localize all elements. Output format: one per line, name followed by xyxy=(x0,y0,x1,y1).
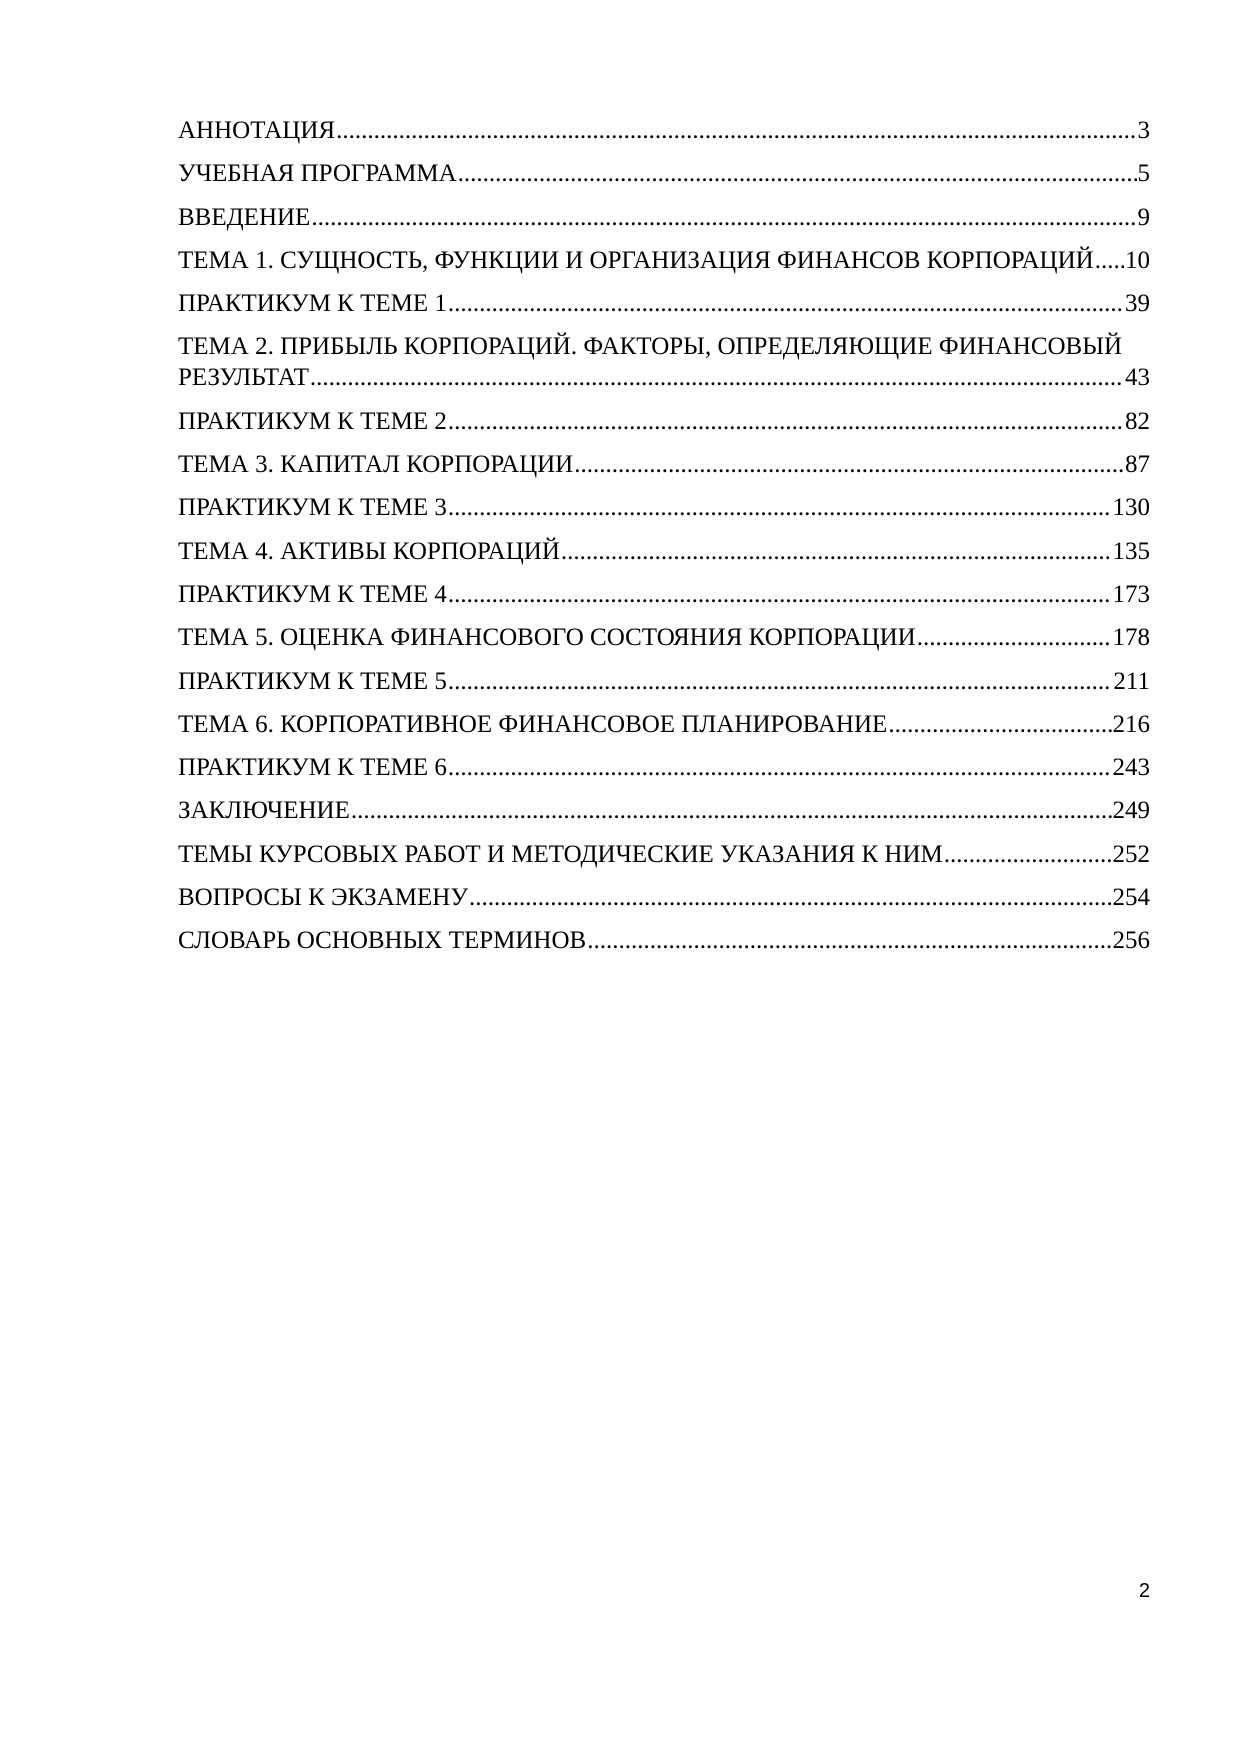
toc-entry-title: ПРАКТИКУМ К ТЕМЕ 6 xyxy=(178,754,447,782)
toc-entry-page: 256 xyxy=(1112,927,1150,955)
toc-dot-leader xyxy=(944,840,1112,869)
toc-entry-title-line1: ТЕМА 2. ПРИБЫЛЬ КОРПОРАЦИЙ. ФАКТОРЫ, ОПРЕДЕЛЯЮЩИЕ ФИНАНСОВЫЙ xyxy=(178,333,1123,361)
toc-entry-title: ВВЕДЕНИЕ xyxy=(178,203,311,231)
toc-entry-title: ТЕМА 5. ОЦЕНКА ФИНАНСОВОГО СОСТОЯНИЯ КОРПОРАЦИИ xyxy=(178,624,916,652)
toc-dot-leader xyxy=(311,203,1136,232)
toc-entry-coursework-topics[interactable] xyxy=(178,840,1150,869)
toc-entry-page: 135 xyxy=(1112,537,1150,565)
toc-entry-practicum-4[interactable] xyxy=(178,580,1150,609)
toc-dot-leader xyxy=(310,363,1124,392)
toc-entry-page: 5 xyxy=(1137,160,1150,188)
toc-dot-leader xyxy=(448,289,1124,318)
toc-entry-practicum-6[interactable] xyxy=(178,753,1150,782)
toc-dot-leader xyxy=(351,796,1112,825)
toc-dot-leader xyxy=(469,883,1111,912)
toc-entry-introduction[interactable] xyxy=(178,203,1150,232)
toc-entry-conclusion[interactable] xyxy=(178,796,1150,825)
toc-entry-page: 87 xyxy=(1125,451,1150,479)
toc-dot-leader xyxy=(448,753,1112,782)
toc-dot-leader xyxy=(587,926,1111,955)
toc-entry-title: УЧЕБНАЯ ПРОГРАММА xyxy=(178,160,457,188)
toc-entry-second-line xyxy=(178,363,1150,392)
toc-entry-practicum-5[interactable] xyxy=(178,667,1150,696)
toc-entry-page: 252 xyxy=(1112,840,1150,868)
toc-dot-leader xyxy=(458,159,1137,188)
toc-entry-title: АННОТАЦИЯ xyxy=(178,117,336,144)
toc-entry-glossary[interactable] xyxy=(178,926,1150,955)
toc-entry-title: ВОПРОСЫ К ЭКЗАМЕНУ xyxy=(178,884,469,912)
toc-entry-topic-6[interactable] xyxy=(178,710,1150,739)
toc-entry-annotation[interactable] xyxy=(178,116,1150,145)
toc-entry-topic-5[interactable] xyxy=(178,623,1150,652)
toc-dot-leader xyxy=(1095,246,1124,275)
toc-entry-title: ТЕМА 3. КАПИТАЛ КОРПОРАЦИИ xyxy=(178,451,574,479)
toc-entry-page: 3 xyxy=(1137,117,1150,144)
toc-dot-leader xyxy=(561,537,1112,566)
toc-entry-title: ТЕМЫ КУРСОВЫХ РАБОТ И МЕТОДИЧЕСКИЕ УКАЗАНИЯ К НИМ xyxy=(178,840,943,868)
toc-entry-page: 249 xyxy=(1112,797,1150,825)
toc-entry-title: СЛОВАРЬ ОСНОВНЫХ ТЕРМИНОВ xyxy=(178,927,587,955)
toc-entry-title: ПРАКТИКУМ К ТЕМЕ 4 xyxy=(178,580,447,608)
toc-entry-page: 173 xyxy=(1112,580,1150,608)
toc-entry-title: ПРАКТИКУМ К ТЕМЕ 1 xyxy=(178,290,447,318)
toc-entry-page: 10 xyxy=(1125,246,1150,274)
toc-entry-topic-3[interactable] xyxy=(178,450,1150,479)
toc-entry-title: ПРАКТИКУМ К ТЕМЕ 3 xyxy=(178,494,447,522)
toc-dot-leader xyxy=(448,407,1124,436)
toc-entry-topic-2[interactable] xyxy=(178,332,1150,392)
toc-entry-title: ТЕМА 6. КОРПОРАТИВНОЕ ФИНАНСОВОЕ ПЛАНИРОВАНИЕ xyxy=(178,710,888,738)
table-of-contents xyxy=(178,116,1150,970)
toc-entry-title-line2: РЕЗУЛЬТАТ xyxy=(178,364,309,392)
toc-dot-leader xyxy=(917,623,1112,652)
toc-entry-page: 39 xyxy=(1125,290,1150,318)
toc-entry-page: 43 xyxy=(1125,364,1150,392)
toc-entry-page: 178 xyxy=(1112,624,1150,652)
toc-dot-leader xyxy=(448,493,1112,522)
toc-dot-leader xyxy=(448,580,1112,609)
toc-entry-practicum-2[interactable] xyxy=(178,407,1150,436)
toc-entry-practicum-1[interactable] xyxy=(178,289,1150,318)
toc-entry-curriculum[interactable] xyxy=(178,159,1150,188)
toc-entry-exam-questions[interactable] xyxy=(178,883,1150,912)
toc-entry-topic-4[interactable] xyxy=(178,537,1150,566)
toc-dot-leader xyxy=(448,667,1113,696)
toc-entry-title: ТЕМА 1. СУЩНОСТЬ, ФУНКЦИИ И ОРГАНИЗАЦИЯ ФИНАНСОВ КОРПОРАЦИЙ xyxy=(178,246,1094,274)
toc-entry-topic-1[interactable] xyxy=(178,246,1150,275)
toc-entry-title: ПРАКТИКУМ К ТЕМЕ 5 xyxy=(178,667,447,695)
toc-entry-page: 211 xyxy=(1113,667,1150,695)
page-number: 2 xyxy=(1138,1580,1150,1602)
toc-entry-page: 130 xyxy=(1112,494,1150,522)
toc-entry-page: 254 xyxy=(1112,884,1150,912)
toc-entry-page: 9 xyxy=(1137,203,1150,231)
toc-entry-page: 243 xyxy=(1112,754,1150,782)
toc-entry-title: ТЕМА 4. АКТИВЫ КОРПОРАЦИЙ xyxy=(178,537,560,565)
toc-entry-title: ЗАКЛЮЧЕНИЕ xyxy=(178,797,350,825)
toc-entry-title: ПРАКТИКУМ К ТЕМЕ 2 xyxy=(178,407,447,435)
toc-dot-leader xyxy=(574,450,1124,479)
toc-entry-page: 216 xyxy=(1112,710,1150,738)
toc-entry-practicum-3[interactable] xyxy=(178,493,1150,522)
toc-dot-leader xyxy=(888,710,1111,739)
toc-entry-page: 82 xyxy=(1125,407,1150,435)
toc-dot-leader xyxy=(336,116,1136,145)
